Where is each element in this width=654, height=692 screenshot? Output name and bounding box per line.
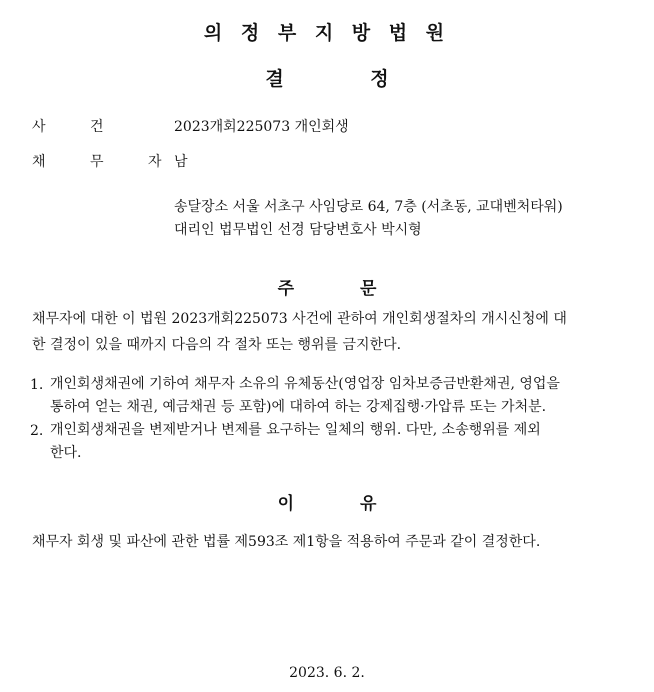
order-item-line: 개인회생채권을 변제받거나 변제를 요구하는 일체의 행위. 다만, 소송행위를 제외 — [50, 422, 541, 438]
order-item-number: 1. — [30, 377, 44, 393]
debtor-name: 남 — [174, 154, 188, 170]
reason-text: 채무자 회생 및 파산에 관한 법률 제593조 제1항을 적용하여 주문과 같이 결정한다. — [32, 534, 541, 550]
document-title: 결 정 — [265, 68, 389, 90]
reason-heading: 이 유 — [277, 494, 377, 514]
order-item-line: 통하여 얻는 채권, 예금채권 등 포함)에 대하여 하는 강제집행·가압류 또는 가처분. — [50, 399, 547, 415]
court-name: 의 정 부 지 방 법 원 — [203, 22, 451, 44]
order-heading: 주 문 — [277, 279, 377, 299]
service-address: 송달장소 서울 서초구 사임당로 64, 7층 (서초동, 교대벤처타워) — [174, 199, 563, 215]
order-item-line: 한다. — [50, 445, 82, 461]
debtor-label: 채 무 자 — [32, 154, 162, 170]
order-intro-line-1: 채무자에 대한 이 법원 2023개회225073 사건에 관하여 개인회생절차의 개시신청에 대 — [32, 311, 567, 327]
order-item-line: 개인회생채권에 기하여 채무자 소유의 유체동산(영업장 임차보증금반환채권, 영업을 — [50, 376, 560, 392]
decision-date: 2023. 6. 2. — [289, 665, 365, 681]
order-intro-line-2: 한 결정이 있을 때까지 다음의 각 절차 또는 행위를 금지한다. — [32, 337, 402, 353]
order-item-number: 2. — [30, 423, 44, 439]
case-number: 2023개회225073 개인회생 — [174, 119, 349, 135]
representative: 대리인 법무법인 선경 담당변호사 박시형 — [174, 222, 422, 238]
case-label: 사 건 — [32, 119, 104, 135]
